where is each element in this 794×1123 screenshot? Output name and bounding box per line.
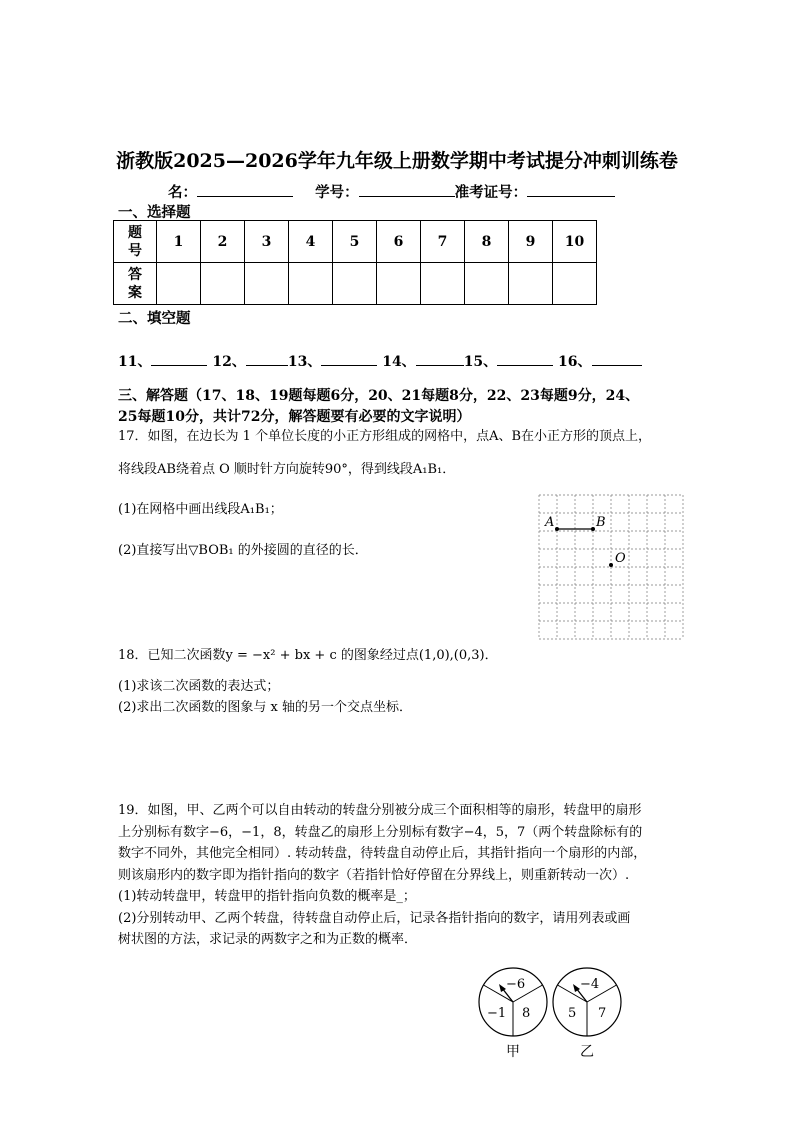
- q19-line: 数字不同外，其他完全相同）. 转动转盘，待转盘自动停止后，其指针指向一个扇形的内部，: [118, 846, 647, 861]
- blank-label: 14、: [382, 354, 416, 370]
- id-blank[interactable]: [359, 183, 455, 197]
- fill-blank[interactable]: [497, 352, 553, 366]
- section-3-heading: [118, 386, 688, 428]
- question-number: 9: [509, 221, 553, 263]
- answer-cell[interactable]: [421, 263, 465, 305]
- question-number: 8: [465, 221, 509, 263]
- q18-line1: 18．已知二次函数y = −x² + bx + c 的图象经过点(1,0),(0,3)．: [118, 648, 498, 663]
- answer-cell[interactable]: [553, 263, 597, 305]
- answer-cell[interactable]: [465, 263, 509, 305]
- fill-blank[interactable]: [321, 352, 377, 366]
- question-number: 3: [245, 221, 289, 263]
- q17-line2: 将线段AB绕着点 O 顺时针方向旋转90°，得到线段A₁B₁．: [118, 462, 456, 477]
- question-number: 10: [553, 221, 597, 263]
- answer-cell[interactable]: [377, 263, 421, 305]
- q19-text: [118, 800, 678, 951]
- answer-cell[interactable]: [245, 263, 289, 305]
- exam-title: 浙教版2025—2026学年九年级上册数学期中考试提分冲刺训练卷: [116, 150, 678, 172]
- q17-sub2: (2)直接写出▽BOB₁ 的外接圆的直径的长．: [118, 543, 368, 558]
- id-label: 学号：: [315, 184, 359, 201]
- table-row: [114, 221, 597, 263]
- q17-grid-figure: [538, 494, 688, 640]
- answer-cell[interactable]: [333, 263, 377, 305]
- blank-label: 13、: [287, 354, 322, 370]
- q19-sub1: (1)转动转盘甲，转盘甲的指针指向负数的概率是_；: [118, 889, 416, 904]
- student-info-line: [168, 181, 615, 202]
- exam-number-blank[interactable]: [527, 183, 615, 197]
- point-b: [591, 527, 595, 531]
- label-b: B: [596, 515, 606, 530]
- question-number: 2: [201, 221, 245, 263]
- q19-spinners-figure: [470, 962, 630, 1062]
- q19-line: 则该扇形内的数字即为指针指向的数字（若指针恰好停留在分界线上，则重新转动一次）.: [118, 867, 630, 883]
- blank-label: 11、: [118, 354, 152, 370]
- label-a: A: [545, 515, 555, 530]
- point-a: [555, 527, 559, 531]
- fill-blank-line: [118, 351, 642, 371]
- row-label-question: 题 号: [114, 221, 157, 263]
- table-row: [114, 263, 597, 305]
- answer-table: [113, 220, 597, 305]
- blank-label: 12、: [212, 354, 246, 370]
- spinner-b-name: 乙: [580, 1044, 594, 1060]
- label-o: O: [615, 551, 626, 566]
- point-o: [609, 563, 613, 567]
- row-label-answer: 答 案: [114, 263, 157, 305]
- section-3-heading-line: 三、解答题（17、18、19题每题6分，20、21每题8分，22、23每题9分，24、: [118, 388, 640, 404]
- section-3-heading-line: 25每题10分，共计72分，解答题要有必要的文字说明）: [118, 409, 471, 425]
- fill-blank[interactable]: [246, 352, 288, 366]
- q19-sub2: (2)分别转动甲、乙两个转盘，待转盘自动停止后，记录各指针指向的数字，请用列表或画: [118, 910, 631, 926]
- q19-line: 上分别标有数字−6，−1，8，转盘乙的扇形上分别标有数字−4，5，7（两个转盘除标有的: [118, 824, 643, 840]
- exam-number-label: 准考证号：: [454, 184, 528, 201]
- answer-cell[interactable]: [201, 263, 245, 305]
- q18-sub2: (2)求出二次函数的图象与 x 轴的另一个交点坐标．: [118, 700, 413, 715]
- spinner-a: [479, 968, 547, 1060]
- spinner-a-top: −6: [506, 977, 526, 992]
- q18-sub1: (1)求该二次函数的表达式；: [118, 679, 280, 694]
- answer-cell[interactable]: [509, 263, 553, 305]
- section-1-heading: 一、选择题: [118, 204, 191, 221]
- fill-blank[interactable]: [416, 352, 464, 366]
- answer-cell[interactable]: [289, 263, 333, 305]
- spinner-b-top: −4: [580, 977, 600, 992]
- spinner-b: [553, 968, 621, 1060]
- spinner-a-right: 8: [522, 1006, 531, 1021]
- spinner-a-left: −1: [487, 1006, 507, 1021]
- name-label: 名：: [168, 184, 197, 201]
- blank-label: 15、: [463, 354, 498, 370]
- name-blank[interactable]: [197, 183, 293, 197]
- spinner-b-right: 7: [598, 1006, 607, 1021]
- section-2-heading: 二、填空题: [118, 310, 191, 327]
- question-number: 1: [157, 221, 201, 263]
- blank-label: 16、: [558, 354, 592, 370]
- spinner-b-left: 5: [568, 1006, 577, 1021]
- q19-sub3: 树状图的方法，求记录的两数字之和为正数的概率．: [118, 932, 418, 947]
- question-number: 7: [421, 221, 465, 263]
- q17-sub1: (1)在网格中画出线段A₁B₁；: [118, 502, 283, 517]
- q17-line1: 17．如图，在边长为 1 个单位长度的小正方形组成的网格中，点A、B在小正方形的顶点上，: [118, 429, 652, 444]
- fill-blank[interactable]: [151, 352, 207, 366]
- question-number: 6: [377, 221, 421, 263]
- q19-line: 19．如图，甲、乙两个可以自由转动的转盘分别被分成三个面积相等的扇形，转盘甲的扇形: [118, 803, 642, 818]
- answer-cell[interactable]: [157, 263, 201, 305]
- question-number: 5: [333, 221, 377, 263]
- question-number: 4: [289, 221, 333, 263]
- spinner-a-name: 甲: [506, 1044, 520, 1060]
- fill-blank[interactable]: [592, 352, 642, 366]
